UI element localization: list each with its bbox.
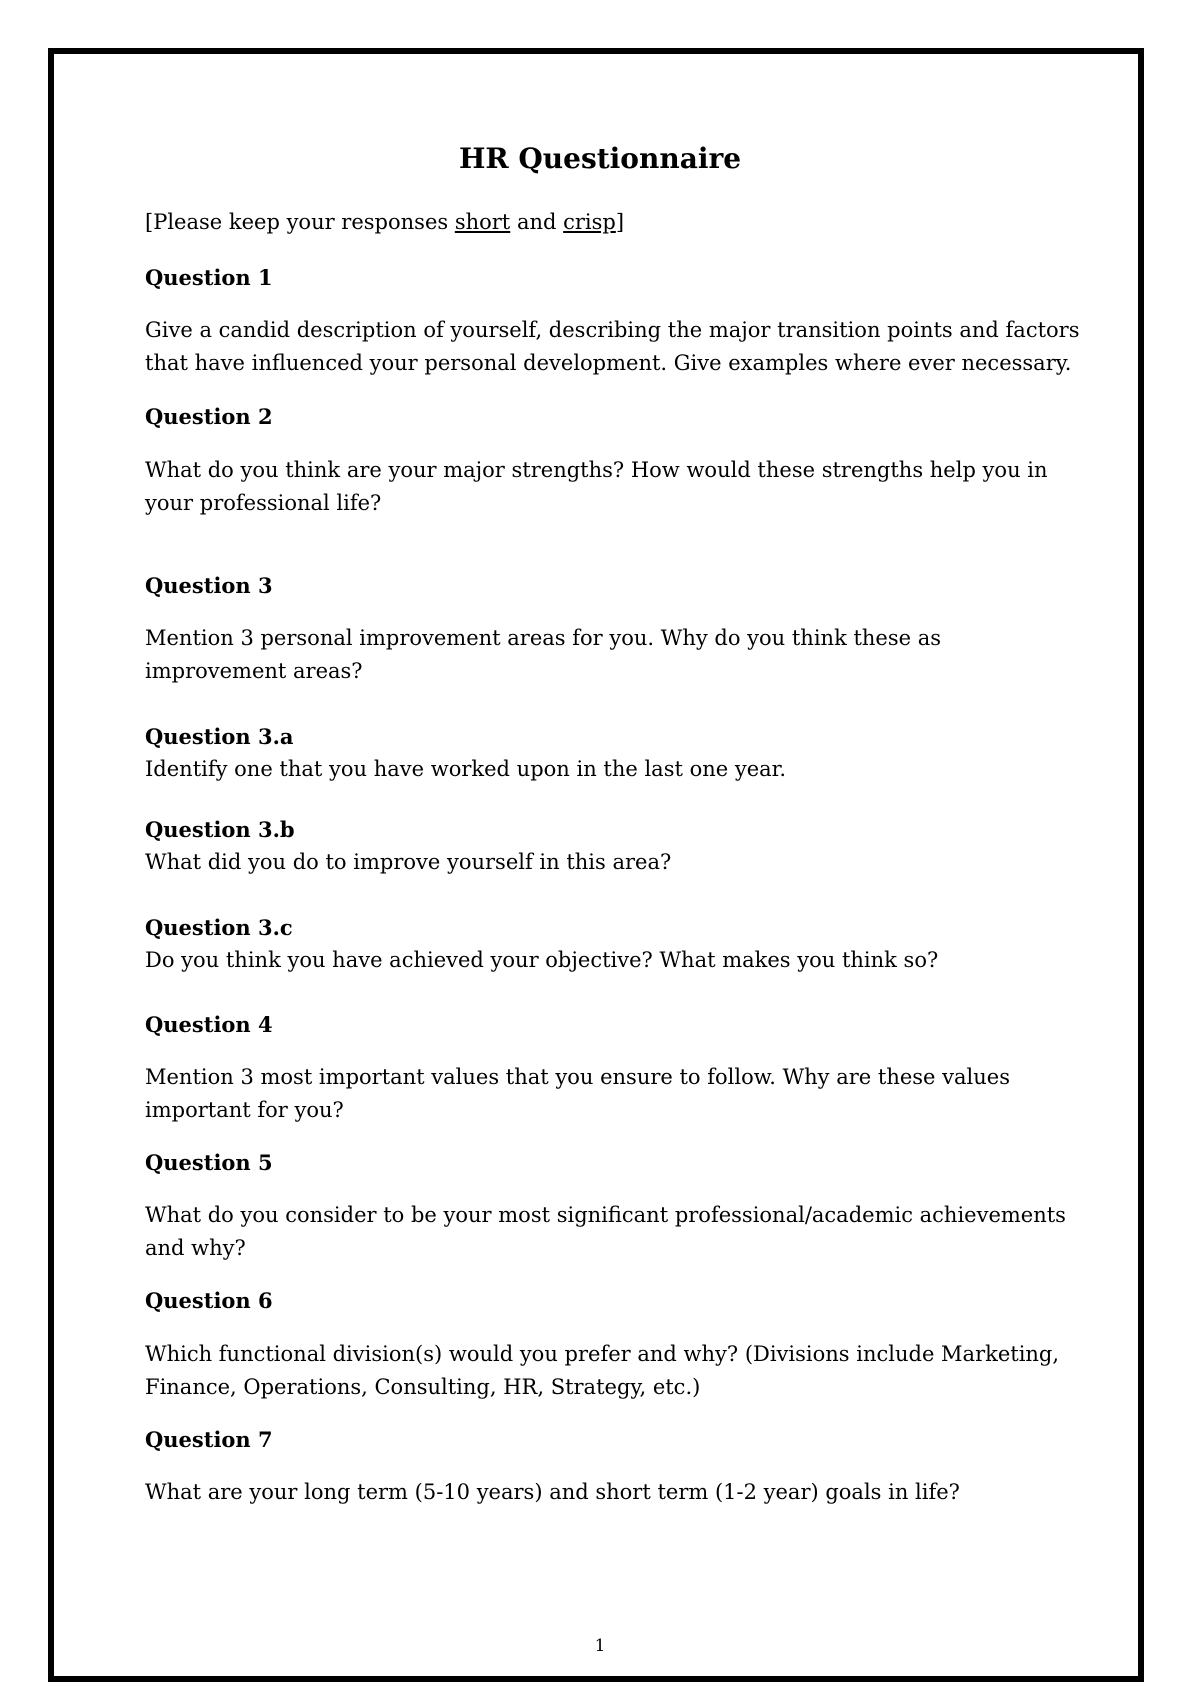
question-7-text-line-1: What are your long term (5-10 years) and short term (1-2 year) goals in life? [145, 1480, 960, 1504]
instruction-word-crisp: crisp [563, 210, 616, 234]
page-number: 1 [594, 1636, 606, 1656]
question-2-heading: Question 2 [145, 404, 273, 429]
question-3a-heading: Question 3.a [145, 724, 294, 749]
question-1-text-line-2: that have influenced your personal development. Give examples where ever necessary. [145, 351, 1072, 375]
question-5-heading: Question 5 [145, 1150, 273, 1175]
question-1-heading: Question 1 [145, 265, 273, 290]
question-3a-text-line-1: Identify one that you have worked upon in the last one year. [145, 757, 787, 781]
instruction-suffix: ] [615, 210, 625, 234]
instruction-middle: and [510, 210, 564, 234]
question-6-text-line-2: Finance, Operations, Consulting, HR, Strategy, etc.) [145, 1375, 701, 1399]
question-6-heading: Question 6 [145, 1288, 273, 1313]
question-3c-text-line-1: Do you think you have achieved your objective? What makes you think so? [145, 948, 939, 972]
question-4-text-line-2: important for you? [145, 1098, 344, 1122]
instruction-word-short: short [454, 210, 511, 234]
question-5-text-line-1: What do you consider to be your most significant professional/academic achievements [145, 1203, 1066, 1227]
question-3b-text-line-1: What did you do to improve yourself in this area? [145, 850, 672, 874]
instruction-line [145, 206, 1065, 239]
question-3b-heading: Question 3.b [145, 817, 295, 842]
document-title: HR Questionnaire [458, 142, 742, 175]
question-7-heading: Question 7 [145, 1427, 273, 1452]
question-3-text-line-1: Mention 3 personal improvement areas for you. Why do you think these as [145, 626, 942, 650]
question-6-text-line-1: Which functional division(s) would you prefer and why? (Divisions include Marketing, [145, 1342, 1060, 1366]
question-1-text-line-1: Give a candid description of yourself, describing the major transition points and factors [145, 318, 1080, 342]
question-4-text-line-1: Mention 3 most important values that you ensure to follow. Why are these values [145, 1065, 1010, 1089]
question-5-text-line-2: and why? [145, 1236, 246, 1260]
instruction-prefix: [Please keep your responses [145, 210, 455, 234]
question-2-text-line-1: What do you think are your major strengths? How would these strengths help you in [145, 458, 1048, 482]
question-4-heading: Question 4 [145, 1012, 273, 1037]
question-3-text-line-2: improvement areas? [145, 659, 363, 683]
question-3c-heading: Question 3.c [145, 915, 293, 940]
question-3-heading: Question 3 [145, 573, 273, 598]
question-2-text-line-2: your professional life? [145, 491, 382, 515]
